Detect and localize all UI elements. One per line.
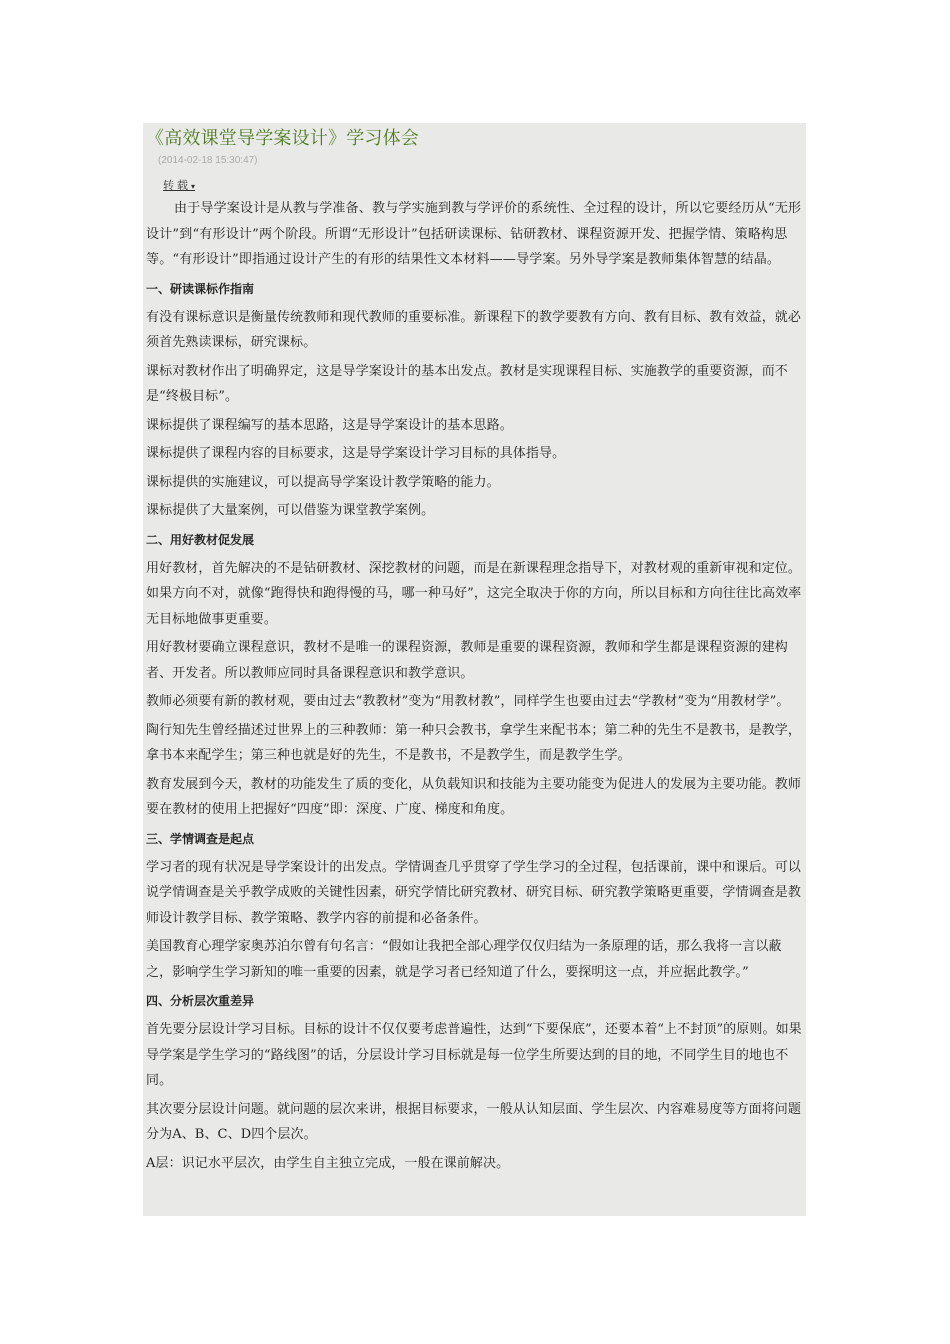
section-4 xyxy=(146,988,804,1176)
paragraph: 用好教材，首先解决的不是钻研教材、深挖教材的问题，而是在新课程理念指导下，对教材观的重新审视和定位。如果方向不对，就像“跑得快和跑得慢的马，哪一种马好”，这完全取决于你的方向，所以目标和方向往往比高效率无目标地做事更重要。 xyxy=(146,560,802,627)
section-1 xyxy=(146,276,804,524)
paragraph: 课标提供了课程内容的目标要求，这是导学案设计学习目标的具体指导。 xyxy=(146,446,566,461)
chevron-down-icon: ▾ xyxy=(191,182,196,191)
intro-paragraph: 由于导学案设计是从教与学准备、教与学实施到教与学评价的系统性、全过程的设计，所以它要经历从“无形设计”到“有形设计”两个阶段。所谓“无形设计”包括研读课标、钻研教材、课程资源开发、把握学情、策略构思等。“有形设计”即指通过设计产生的有形的结果性文本材料——导学案。另外导学案是教师集体智慧的结晶。 xyxy=(146,201,802,267)
article-title: 《高效课堂导学案设计》学习体会 xyxy=(146,128,419,149)
paragraph: 教育发展到今天，教材的功能发生了质的变化，从负载知识和技能为主要功能变为促进人的发展为主要功能。教师要在教材的使用上把握好“四度”即：深度、广度、梯度和角度。 xyxy=(146,776,802,817)
section-heading: 四、分析层次重差异 xyxy=(146,994,255,1008)
paragraph: 美国教育心理学家奥苏泊尔曾有句名言：“假如让我把全部心理学仅仅归结为一条原理的话，那么我将一言以蔽之，影响学生学习新知的唯一重要的因素，就是学习者已经知道了什么，要探明这一点，并应据此教学。” xyxy=(146,939,782,980)
paragraph: 有没有课标意识是衡量传统教师和现代教师的重要标准。新课程下的教学要教有方向、教有目标、教有效益，就必须首先熟读课标，研究课标。 xyxy=(146,309,802,350)
paragraph: 学习者的现有状况是导学案设计的出发点。学情调查几乎贯穿了学生学习的全过程，包括课前，课中和课后。可以说学情调查是关乎教学成败的关键性因素，研究学情比研究教材、研究目标、研究教学策略更重要，学情调查是教师设计教学目标、教学策略、教学内容的前提和必备条件。 xyxy=(146,859,802,926)
paragraph: 课标提供了课程编写的基本思路，这是导学案设计的基本思路。 xyxy=(146,417,513,433)
paragraph: 课标对教材作出了明确界定，这是导学案设计的基本出发点。教材是实现课程目标、实施教学的重要资源，而不是“终极目标”。 xyxy=(146,363,788,404)
article-timestamp: (2014-02-18 15:30:47) xyxy=(158,155,258,166)
paragraph: 用好教材要确立课程意识，教材不是唯一的课程资源，教师是重要的课程资源，教师和学生都是课程资源的建构者、开发者。所以教师应同时具备课程意识和教学意识。 xyxy=(146,640,788,681)
paragraph: 陶行知先生曾经描述过世界上的三种教师：第一种只会教书，拿学生来配书本；第二种的先生不是教书，是教学，拿书本来配学生；第三种也就是好的先生，不是教书，不是教学生，而是教学生学。 xyxy=(146,722,802,763)
paragraph: 课标提供了大量案例，可以借鉴为课堂教学案例。 xyxy=(146,503,435,518)
repost-row xyxy=(146,168,804,194)
repost-label: 转载 xyxy=(163,179,191,192)
section-heading: 三、学情调查是起点 xyxy=(146,831,255,846)
section-heading: 二、用好教材促发展 xyxy=(146,532,255,547)
paragraph: 课标提供的实施建议，可以提高导学案设计教学策略的能力。 xyxy=(146,474,500,490)
section-3 xyxy=(146,826,804,986)
paragraph: 首先要分层设计学习目标。目标的设计不仅仅要考虑普遍性，达到“下要保底”，还要本着“上不封顶”的原则。如果导学案是学生学习的“路线图”的话，分层设计学习目标就是每一位学生所要达到的目的地，不同学生目的地也不同。 xyxy=(146,1022,802,1088)
paragraph: 其次要分层设计问题。就问题的层次来讲，根据目标要求，一般从认知层面、学生层次、内容难易度等方面将问题分为A、B、C、D四个层次。 xyxy=(146,1101,802,1142)
paragraph: 教师必须要有新的教材观，要由过去“教教材”变为“用教材教”，同样学生也要由过去“学教材”变为“用教材学”。 xyxy=(146,694,790,709)
section-heading: 一、研读课标作指南 xyxy=(146,281,255,296)
section-2 xyxy=(146,527,804,823)
repost-link[interactable] xyxy=(163,179,195,194)
paragraph: A层：识记水平层次，由学生自主独立完成，一般在课前解决。 xyxy=(146,1155,510,1171)
article-container xyxy=(143,123,806,1216)
